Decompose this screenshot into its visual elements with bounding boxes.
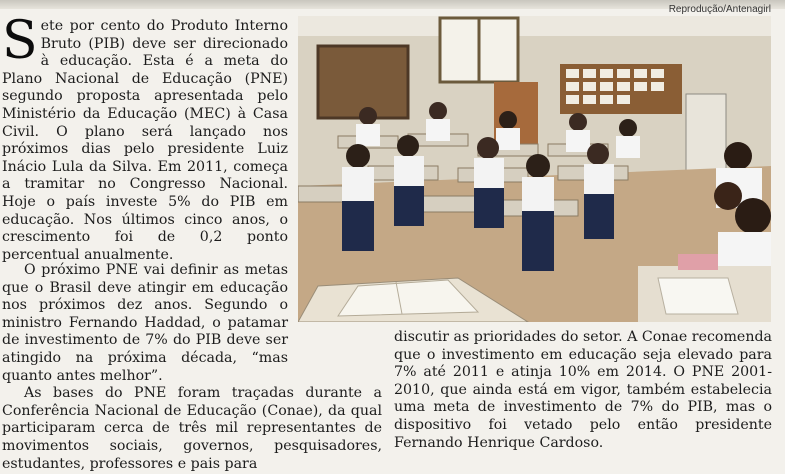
paragraph-2: O próximo PNE vai definir as metas que o Brasil deve atingir em educação nos próximos dez anos. Segundo o ministro Fernando Haddad, o patamar de investimento de 7% do PIB deve ser atingido na próxima década, “mas quanto antes melhor”. xyxy=(2,262,288,384)
paragraph-3: As bases do PNE foram traçadas durante a Conferência Nacional de Educação (Conae), da qual participaram cerca de três mil representantes de movimentos sociais, governos, pesquisadores, estudantes, professores e pais para xyxy=(2,385,382,472)
drop-cap: S xyxy=(2,11,38,71)
header-strip xyxy=(0,0,785,9)
paragraph-3-continued: discutir as prioridades do setor. A Conae recomenda que o investimento em educação seja elevado para 7% até 2011 e atinja 10% em 2014. O PNE 2001-2010, que ainda está em vigor, também estabelecia uma meta de investimento de 7% do PIB, mas o dispositivo foi vetado pelo então presidente Fernando Henrique Cardoso. xyxy=(394,329,772,451)
paragraph-1-text: ete por cento do Produto Interno Bruto (PIB) deve ser direcionado à educação. Esta é a meta do Plano Nacional de Educação (PNE) segundo proposta apresentada pelo Ministério da Educação (MEC) à Casa Civil. O plano será lançado nos próximos dias pelo presidente Luiz Inácio Lula da Silva. Em 2011, começa a tramitar no Congresso Nacional. Hoje o país investe 5% do PIB em educação. Nos últimos cinco anos, o crescimento foi de 0,2 ponto percentual anualmente. xyxy=(2,18,288,263)
paragraph-1 xyxy=(2,11,288,264)
article-column-1-continued xyxy=(2,262,386,473)
photo-credit: Reprodução/Antenagirl xyxy=(668,4,771,15)
article-column-1 xyxy=(2,11,288,264)
article-column-2 xyxy=(394,329,772,452)
